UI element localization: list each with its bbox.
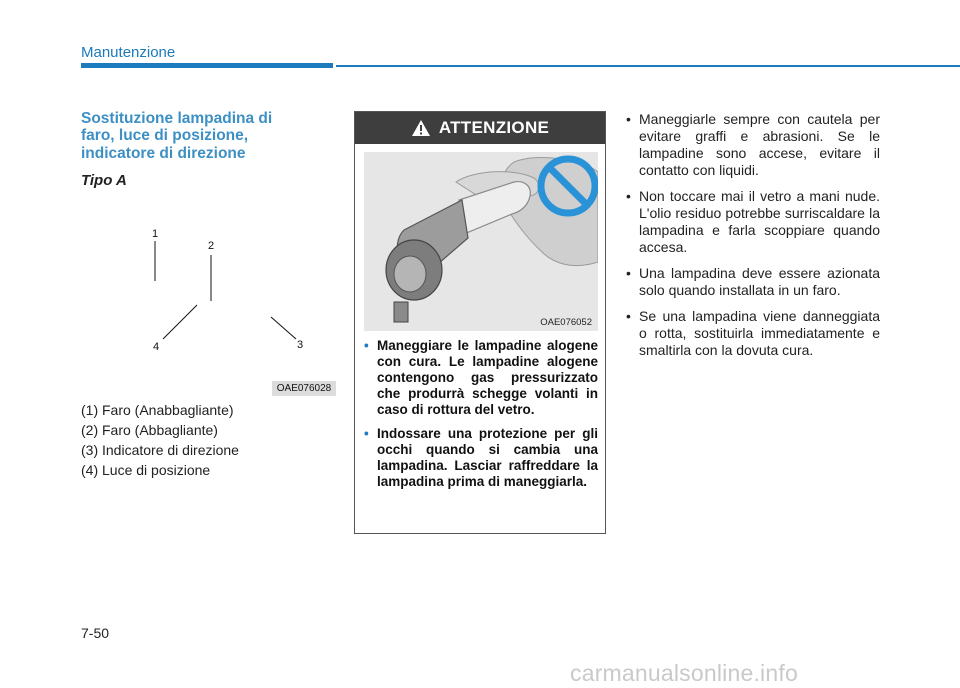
warning-list [364,338,598,498]
page-number: 7-50 [81,625,110,641]
callout-label-4: 4 [153,341,160,353]
warning-triangle-icon [411,119,431,137]
warning-item: • Maneggiare le lampadine alogene con cura. Le lampadine alogene contengono gas pressurizzato che produrrà schegge volanti in caso di rottura del vetro. [364,338,598,418]
connector-pin [394,302,408,322]
header-rule-thick [81,63,333,68]
site-watermark: carmanualsonline.info [570,660,798,686]
section-title [81,110,336,162]
headlamp-callout-diagram [81,215,336,395]
left-column [81,110,336,189]
type-subtitle: Tipo A [81,172,127,190]
figure-code: OAE076028 [272,381,336,396]
section-title-line: indicatore di direzione [81,144,246,162]
legend-item: (1) Faro (Anabbagliante) [81,402,234,418]
bulb-handling-photo [364,152,598,331]
photo-code: OAE076052 [540,317,592,328]
section-label: Manutenzione [81,44,176,61]
callout-label-3: 3 [297,339,304,351]
caution-item: • Maneggiarle sempre con cautela per evitare graffi e abrasioni. Se le lampadine sono accese, evitare il contatto con liquidi. [625,111,880,179]
legend-item: (4) Luce di posizione [81,462,211,478]
header-rule-thin [336,65,960,67]
callout-line-4 [163,305,197,339]
headlamp-figure [81,215,336,395]
halogen-bulb-illustration [364,152,598,331]
legend-item: (3) Indicatore di direzione [81,442,239,458]
section-title-line: faro, luce di posizione, [81,127,249,145]
callout-label-1: 1 [152,228,159,240]
callout-line-3 [271,317,296,339]
socket-inner [394,256,426,292]
callout-label-2: 2 [208,240,215,252]
legend-item: (2) Faro (Abbagliante) [81,422,218,438]
warning-item: • Indossare una protezione per gli occhi quando si cambia una lampadina. Lasciar raffreddare la lampadina prima di maneggiarla. [364,426,598,490]
caution-item: • Non toccare mai il vetro a mani nude. L'olio residuo potrebbe surriscaldare la lampadina e farla scoppiare quando accesa. [625,188,880,256]
caution-item: • Una lampadina deve essere azionata solo quando installata in un faro. [625,265,880,299]
caution-item: • Se una lampadina viene danneggiata o rotta, sostituirla immediatamente e smaltirla con la dovuta cura. [625,308,880,359]
bulb-legend [81,400,336,480]
warning-header [355,112,605,144]
section-title-line: Sostituzione lampadina di [81,110,273,127]
right-column-list [625,111,880,368]
warning-box [354,111,606,534]
warning-title: ATTENZIONE [438,118,550,137]
